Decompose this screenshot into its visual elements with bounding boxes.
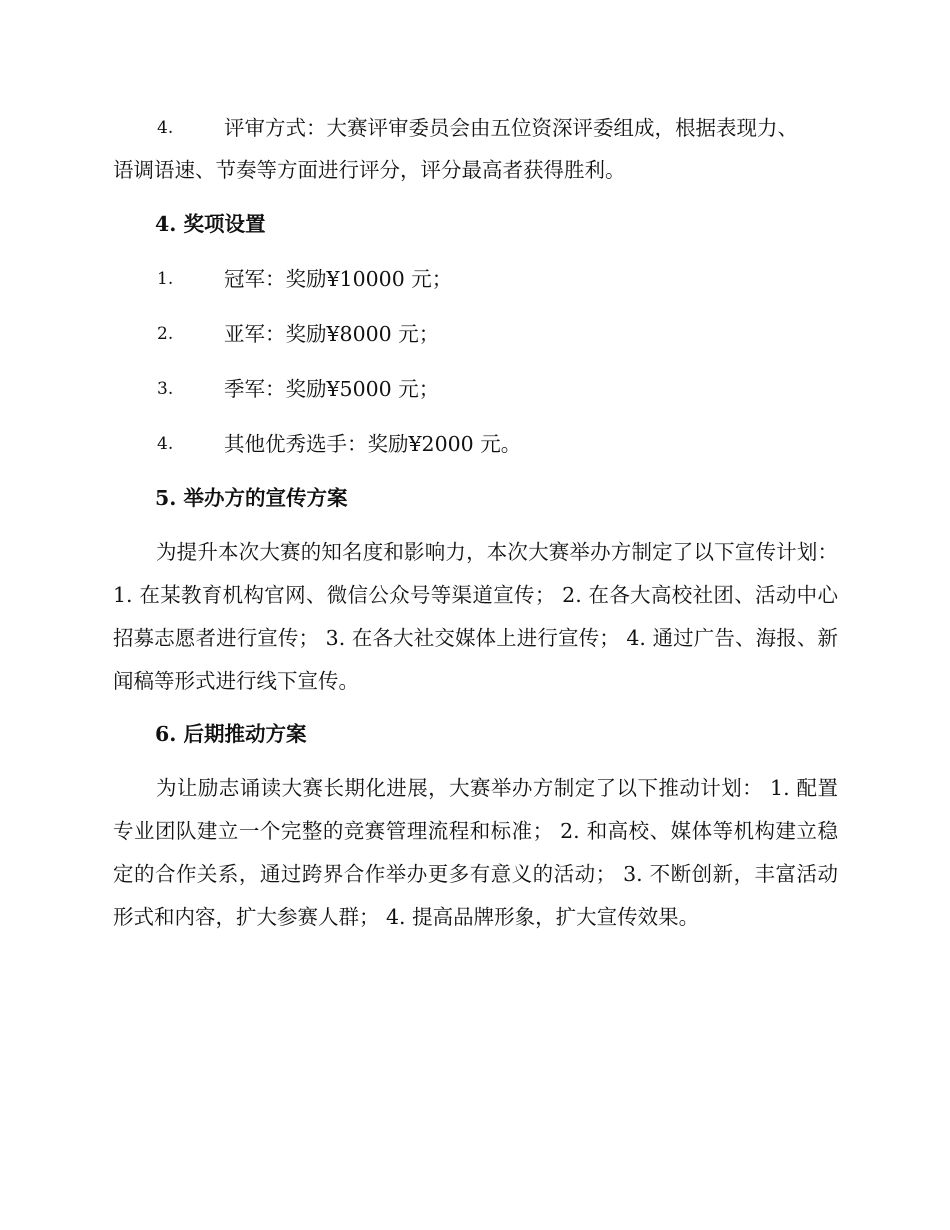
review-method-text-continued: 语调语速、节奏等方面进行评分，评分最高者获得胜利。 — [113, 158, 626, 182]
award-item-other: 其他优秀选手：奖励¥2000 元。 — [224, 432, 522, 456]
section-heading-follow-up: 6. 后期推动方案 — [155, 722, 307, 746]
award-item-third-place: 季军：奖励¥5000 元； — [224, 377, 440, 401]
promotion-paragraph: 为提升本次大赛的知名度和影响力，本次大赛举办方制定了以下宣传计划： 1. 在某教育机构官网、微信公众号等渠道宣传； 2. 在各大高校社团、活动中心招募志愿者进行宣传； 3. 在各大社交媒体上进行宣传； 4. 通过广告、海报、新闻稿等形式进行线下宣传。 — [113, 540, 838, 693]
list-item-number: 1. — [157, 269, 174, 289]
list-item-number: 4. — [157, 118, 174, 138]
list-item-number: 4. — [157, 434, 174, 454]
award-item-runner-up: 亚军：奖励¥8000 元； — [224, 322, 440, 346]
review-method-text: 评审方式：大赛评审委员会由五位资深评委组成，根据表现力、 — [224, 116, 798, 140]
section-heading-awards: 4. 奖项设置 — [155, 212, 266, 236]
section-heading-promotion: 5. 举办方的宣传方案 — [155, 486, 348, 510]
list-item-number: 3. — [157, 379, 174, 399]
list-item-number: 2. — [157, 324, 174, 344]
follow-up-paragraph: 为让励志诵读大赛长期化进展，大赛举办方制定了以下推动计划： 1. 配置专业团队建立一个完整的竞赛管理流程和标准； 2. 和高校、媒体等机构建立稳定的合作关系，通过跨界合作举办更多有意义的活动； 3. 不断创新，丰富活动形式和内容，扩大参赛人群； 4. 提高品牌形象，扩大宣传效果。 — [113, 776, 838, 929]
award-item-champion: 冠军：奖励¥10000 元； — [224, 267, 453, 291]
